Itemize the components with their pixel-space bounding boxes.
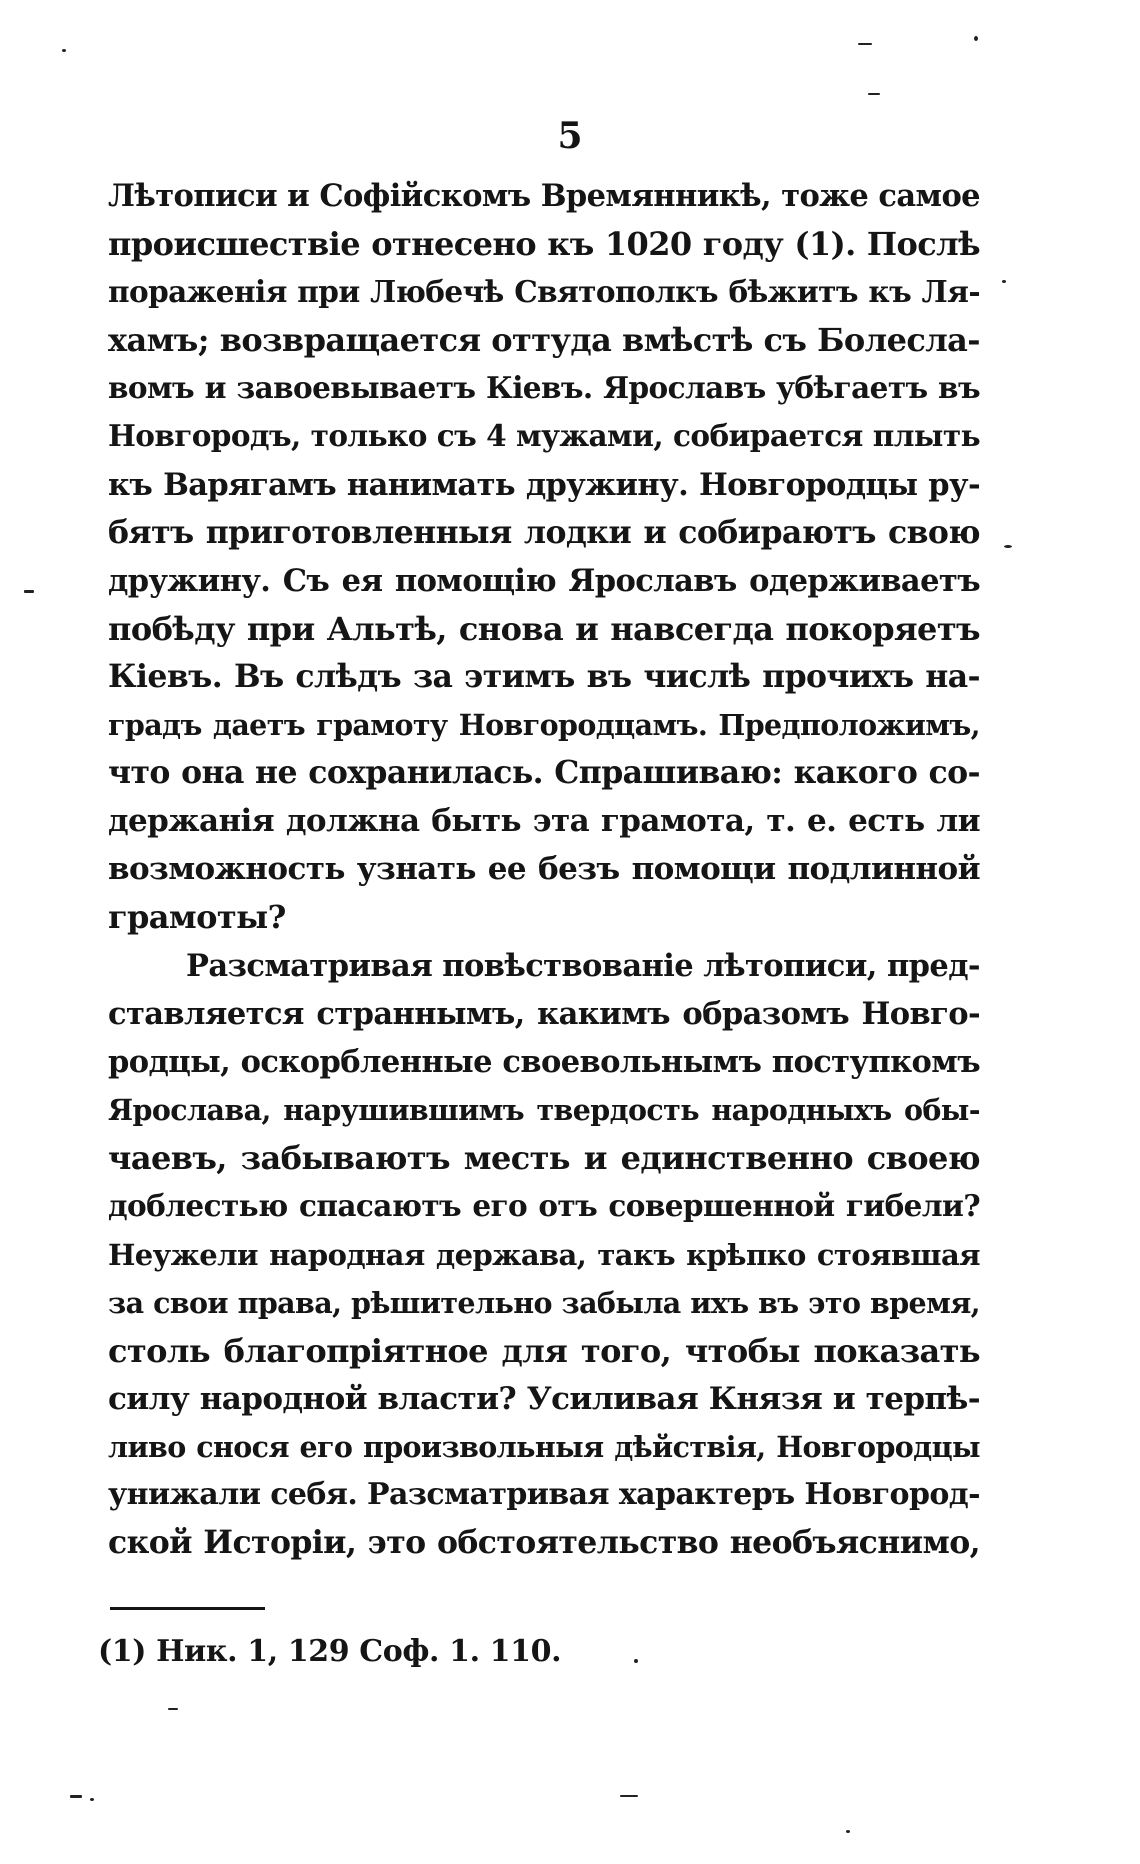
text-line: Лѣтописи и Софійскомъ Времянникѣ, тоже самое (108, 178, 980, 214)
scan-speck (90, 1798, 94, 1801)
text-line: ставляется страннымъ, какимъ образомъ Новго- (108, 996, 980, 1033)
text-line: столь благопріятное для того, чтобы показать (108, 1331, 980, 1370)
text-line: Неужели народная держава, такъ крѣпко стоявшая (108, 1237, 980, 1272)
text-line: бятъ приготовленныя лодки и собираютъ свою (108, 513, 980, 551)
text-line: возможность узнать ее безъ помощи подлинной (108, 851, 980, 888)
text-line: Ярослава, нарушившимъ твердость народныхъ обы- (108, 1093, 980, 1128)
scan-speck (70, 1795, 82, 1798)
text-line: держанія должна быть эта грамота, т. е. есть ли (108, 803, 980, 840)
scan-speck (1004, 545, 1012, 548)
text-line: за свои права, рѣшительно забыла ихъ въ это время, (108, 1285, 980, 1320)
page-number: 5 (557, 115, 583, 157)
scan-speck (846, 1830, 850, 1833)
scan-speck (858, 43, 872, 45)
scan-speck (62, 49, 66, 52)
text-line: родцы, оскорбленные своевольнымъ поступкомъ (108, 1044, 980, 1081)
text-line: Новгородъ, только съ 4 мужами, собирается плыть (108, 418, 980, 454)
text-line: силу народной власти? Усиливая Князя и терпѣ- (108, 1380, 980, 1417)
footnote-divider (110, 1607, 265, 1610)
text-line: унижали себя. Разсматривая характеръ Новгород- (108, 1477, 980, 1513)
footnote: (1) Ник. 1, 129 Соф. 1. 110. (98, 1634, 562, 1669)
paragraph-2 (108, 942, 980, 1567)
text-line: пораженія при Любечѣ Святополкъ бѣжитъ къ Ля- (108, 274, 980, 310)
scan-speck (868, 93, 880, 95)
scan-speck (634, 1659, 638, 1663)
text-line: хамъ; возвращается оттуда вмѣстѣ съ Болесла- (108, 321, 980, 360)
text-line: побѣду при Альтѣ, снова и навсегда покоряетъ (108, 609, 980, 648)
text-line: происшествіе отнесено къ 1020 году (1). Послѣ (108, 225, 980, 264)
text-line: чаевъ, забываютъ месть и единственно своею (108, 1139, 980, 1178)
scan-speck (620, 1795, 638, 1797)
paragraph-1 (108, 172, 980, 942)
text-line: ливо снося его произвольныя дѣйствія, Новгородцы (108, 1429, 980, 1464)
text-line: къ Варягамъ нанимать дружину. Новгородцы ру- (108, 466, 980, 503)
scan-speck (1002, 280, 1006, 283)
scan-speck (168, 1708, 178, 1710)
text-line: Разсматривая повѣствованіе лѣтописи, пред- (186, 948, 980, 984)
text-line: ской Исторіи, это обстоятельство необъяснимо, (108, 1524, 980, 1562)
text-line: градъ даетъ грамоту Новгородцамъ. Предположимъ, (108, 708, 980, 743)
scan-speck (974, 36, 978, 41)
text-line: дружину. Съ ея помощію Ярославъ одерживаетъ (108, 562, 980, 599)
scan-speck (24, 590, 34, 593)
text-line: грамоты? (108, 898, 286, 937)
text-line: что она не сохранилась. Спрашиваю: какого со- (108, 754, 980, 792)
text-line: Кіевъ. Въ слѣдъ за этимъ въ числѣ прочихъ на- (108, 657, 980, 695)
text-line: доблестью спасаютъ его отъ совершенной гибели? (108, 1188, 980, 1224)
text-line: вомъ и завоевываетъ Кіевъ. Ярославъ убѣгаетъ въ (108, 370, 980, 406)
